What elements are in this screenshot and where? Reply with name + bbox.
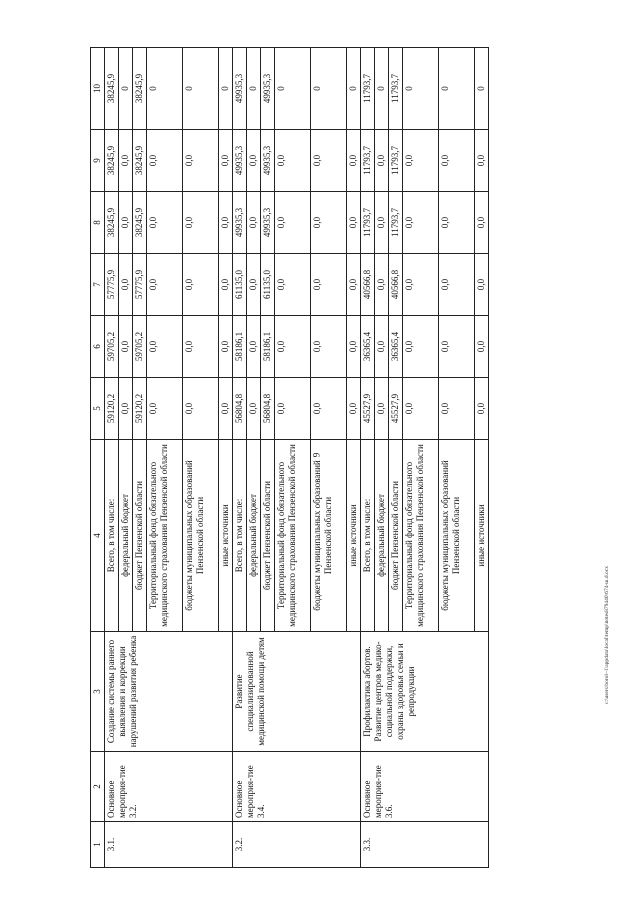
amount-cell: 59705,2: [105, 316, 119, 378]
amount-cell: 0,0: [375, 130, 389, 192]
amount-cell: 0,0: [275, 130, 311, 192]
amount-cell: 0: [219, 48, 233, 130]
amount-cell: 38245,9: [133, 48, 147, 130]
amount-cell: 0,0: [119, 316, 133, 378]
amount-cell: 56804,8: [233, 378, 247, 440]
amount-cell: 0,0: [147, 316, 183, 378]
amount-cell: 0,0: [119, 192, 133, 254]
amount-cell: 11793,7: [361, 48, 375, 130]
amount-cell: 0,0: [439, 316, 475, 378]
footer-file-path: c:\users\borol~1\appdata\local\temp\notes879440\674-ш.d.ocx: [604, 566, 610, 704]
amount-cell: 11793,7: [389, 192, 403, 254]
funding-source-label: федеральный бюджет: [247, 440, 261, 632]
budget-table: [90, 47, 489, 868]
amount-cell: 0,0: [347, 130, 361, 192]
amount-cell: 0,0: [147, 378, 183, 440]
page-number: 9: [311, 452, 322, 458]
amount-cell: 0,0: [219, 316, 233, 378]
amount-cell: 0: [275, 48, 311, 130]
amount-cell: 0,0: [375, 192, 389, 254]
amount-cell: 0,0: [247, 316, 261, 378]
funding-source-label: федеральный бюджет: [119, 440, 133, 632]
amount-cell: 0: [119, 48, 133, 130]
amount-cell: 59120,2: [133, 378, 147, 440]
amount-cell: 0,0: [275, 378, 311, 440]
amount-cell: 38245,9: [133, 192, 147, 254]
amount-cell: 0,0: [219, 192, 233, 254]
funding-source-label: бюджеты муниципальных образований Пензенской области: [311, 440, 347, 632]
funding-source-label: Всего, в том числе:: [105, 440, 119, 632]
header-cell: 2: [91, 752, 105, 822]
amount-cell: 49935,3: [261, 48, 275, 130]
amount-cell: 0,0: [183, 130, 219, 192]
table-row: [105, 48, 119, 868]
header-cell: 3: [91, 632, 105, 752]
amount-cell: 38245,9: [105, 130, 119, 192]
funding-source-label: бюджет Пензенской области: [389, 440, 403, 632]
amount-cell: 0,0: [311, 378, 347, 440]
amount-cell: 38245,9: [133, 130, 147, 192]
funding-source-label: Территориальный фонд обязательного медицинского страхования Пензенской области: [147, 440, 183, 632]
amount-cell: 36365,4: [389, 316, 403, 378]
table-row: [233, 48, 247, 868]
amount-cell: 0,0: [403, 130, 439, 192]
amount-cell: 49935,3: [233, 130, 247, 192]
amount-cell: 59705,2: [133, 316, 147, 378]
amount-cell: 57775,9: [133, 254, 147, 316]
amount-cell: 0,0: [311, 316, 347, 378]
amount-cell: 11793,7: [361, 130, 375, 192]
amount-cell: 0,0: [183, 254, 219, 316]
amount-cell: 0,0: [219, 130, 233, 192]
funding-source-label: бюджеты муниципальных образований Пензенской области: [183, 440, 219, 632]
amount-cell: 45527,9: [389, 378, 403, 440]
amount-cell: 0: [475, 48, 489, 130]
amount-cell: 57775,9: [105, 254, 119, 316]
amount-cell: 0,0: [439, 192, 475, 254]
amount-cell: 11793,7: [389, 48, 403, 130]
amount-cell: 0,0: [247, 192, 261, 254]
amount-cell: 0,0: [147, 192, 183, 254]
amount-cell: 61135,0: [261, 254, 275, 316]
amount-cell: 0,0: [275, 316, 311, 378]
header-cell: 1: [91, 822, 105, 868]
amount-cell: 0,0: [439, 378, 475, 440]
activity-type: Основное мероприя-тие 3.4.: [233, 752, 361, 822]
amount-cell: 38245,9: [105, 192, 119, 254]
amount-cell: 0,0: [347, 378, 361, 440]
activity-number: 3.3.: [361, 822, 489, 868]
amount-cell: 0,0: [183, 192, 219, 254]
amount-cell: 11793,7: [361, 192, 375, 254]
amount-cell: 0,0: [119, 130, 133, 192]
amount-cell: 0,0: [119, 378, 133, 440]
amount-cell: 56804,8: [261, 378, 275, 440]
funding-source-label: бюджет Пензенской области: [133, 440, 147, 632]
amount-cell: 40566,8: [361, 254, 375, 316]
amount-cell: 36365,4: [361, 316, 375, 378]
amount-cell: 0,0: [347, 192, 361, 254]
amount-cell: 40566,8: [389, 254, 403, 316]
amount-cell: 11793,7: [389, 130, 403, 192]
header-cell: 5: [91, 378, 105, 440]
activity-name: Развитие специализированной медицинской помощи детям: [233, 632, 361, 752]
amount-cell: 0,0: [403, 316, 439, 378]
activity-number: 3.1.: [105, 822, 233, 868]
amount-cell: 0: [311, 48, 347, 130]
amount-cell: 0,0: [375, 378, 389, 440]
amount-cell: 59120,2: [105, 378, 119, 440]
amount-cell: 0,0: [475, 316, 489, 378]
funding-source-label: Территориальный фонд обязательного медицинского страхования Пензенской области: [403, 440, 439, 632]
amount-cell: 0: [147, 48, 183, 130]
amount-cell: 0,0: [375, 316, 389, 378]
amount-cell: 0,0: [403, 254, 439, 316]
header-cell: 8: [91, 192, 105, 254]
amount-cell: 0: [403, 48, 439, 130]
amount-cell: 0,0: [475, 192, 489, 254]
amount-cell: 58186,1: [233, 316, 247, 378]
header-cell: 10: [91, 48, 105, 130]
funding-source-label: иные источники: [219, 440, 233, 632]
amount-cell: 0,0: [347, 316, 361, 378]
amount-cell: 0,0: [183, 316, 219, 378]
amount-cell: 0,0: [247, 130, 261, 192]
amount-cell: 0: [183, 48, 219, 130]
amount-cell: 61135,0: [233, 254, 247, 316]
amount-cell: 0,0: [147, 254, 183, 316]
amount-cell: 0,0: [119, 254, 133, 316]
activity-number: 3.2.: [233, 822, 361, 868]
activity-name: Профилактика абортов. Развитие центров медико-социальной поддержки, охраны здоровья семьи и репродукции: [361, 632, 489, 752]
amount-cell: 0,0: [147, 130, 183, 192]
amount-cell: 0,0: [475, 254, 489, 316]
funding-source-label: Всего, в том числе:: [233, 440, 247, 632]
header-cell: 4: [91, 440, 105, 632]
header-cell: 6: [91, 316, 105, 378]
funding-source-label: Всего, в том числе:: [361, 440, 375, 632]
table-body: [91, 48, 489, 868]
activity-type: Основное мероприя-тие 3.2.: [105, 752, 233, 822]
amount-cell: 0,0: [219, 378, 233, 440]
amount-cell: 49935,3: [233, 48, 247, 130]
amount-cell: 0,0: [311, 192, 347, 254]
amount-cell: 58186,1: [261, 316, 275, 378]
header-cell: 9: [91, 130, 105, 192]
rotated-table-container: [90, 48, 590, 868]
amount-cell: 0,0: [439, 254, 475, 316]
header-row: [91, 48, 105, 868]
amount-cell: 49935,3: [261, 192, 275, 254]
amount-cell: 0,0: [347, 254, 361, 316]
header-cell: 7: [91, 254, 105, 316]
amount-cell: 0,0: [311, 254, 347, 316]
table-row: [361, 48, 375, 868]
funding-source-label: иные источники: [475, 440, 489, 632]
amount-cell: 38245,9: [105, 48, 119, 130]
amount-cell: 0,0: [183, 378, 219, 440]
amount-cell: 0,0: [311, 130, 347, 192]
funding-source-label: бюджет Пензенской области: [261, 440, 275, 632]
activity-type: Основное мероприя-тие 3.6.: [361, 752, 489, 822]
amount-cell: 49935,3: [233, 192, 247, 254]
amount-cell: 0,0: [247, 378, 261, 440]
amount-cell: 0,0: [247, 254, 261, 316]
amount-cell: 0: [439, 48, 475, 130]
amount-cell: 0: [375, 48, 389, 130]
amount-cell: 0,0: [275, 192, 311, 254]
amount-cell: 0,0: [475, 378, 489, 440]
amount-cell: 0,0: [219, 254, 233, 316]
funding-source-label: иные источники: [347, 440, 361, 632]
amount-cell: 0: [347, 48, 361, 130]
funding-source-label: федеральный бюджет: [375, 440, 389, 632]
activity-name: Создание системы раннего выявления и коррекции нарушений развития ребенка: [105, 632, 233, 752]
amount-cell: 0,0: [375, 254, 389, 316]
amount-cell: 45527,9: [361, 378, 375, 440]
amount-cell: 0,0: [475, 130, 489, 192]
amount-cell: 0,0: [403, 192, 439, 254]
amount-cell: 0: [247, 48, 261, 130]
amount-cell: 0,0: [275, 254, 311, 316]
funding-source-label: бюджеты муниципальных образований Пензенской области: [439, 440, 475, 632]
amount-cell: 0,0: [439, 130, 475, 192]
amount-cell: 0,0: [403, 378, 439, 440]
funding-source-label: Территориальный фонд обязательного медицинского страхования Пензенской области: [275, 440, 311, 632]
amount-cell: 49935,3: [261, 130, 275, 192]
